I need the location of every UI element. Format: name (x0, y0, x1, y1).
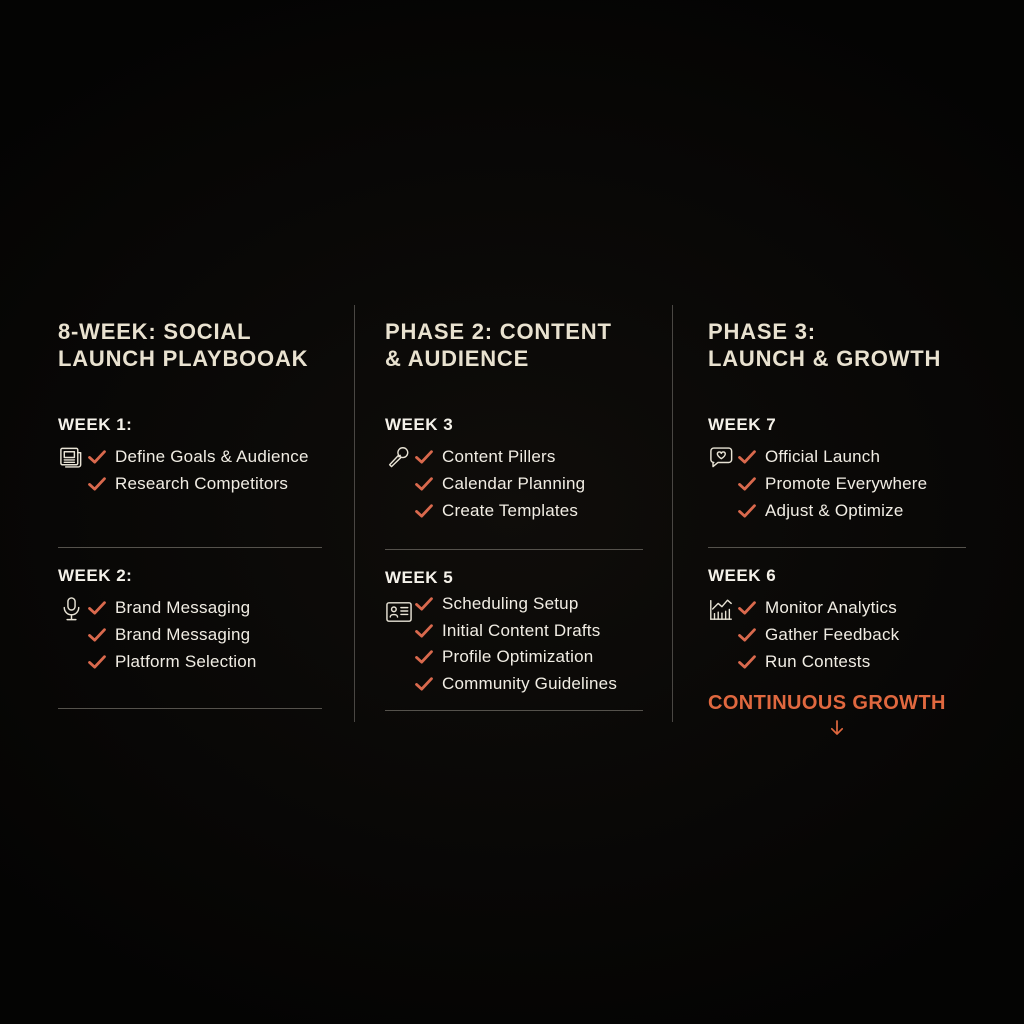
list-item (385, 443, 643, 470)
week-3-items (385, 443, 643, 524)
week-5-items (385, 591, 643, 697)
week-5-section (385, 567, 643, 697)
list-item (58, 648, 322, 675)
list-item (385, 644, 643, 671)
section-divider (58, 708, 322, 709)
checkmark-icon (738, 655, 756, 669)
list-item-label: Run Contests (765, 651, 871, 671)
week-7-heading: WEEK 7 (708, 415, 777, 434)
checkmark-icon (415, 650, 433, 664)
checkmark-icon (88, 601, 106, 615)
column-1-title (58, 318, 322, 372)
list-item-label: Community Guidelines (442, 673, 618, 693)
list-item-label: Brand Messaging (115, 624, 251, 644)
continuous-growth-callout (708, 691, 966, 743)
week-7-section (708, 414, 966, 524)
phase-column-1 (58, 318, 322, 709)
list-item (385, 618, 643, 645)
checkmark-icon (415, 450, 433, 464)
newspaper-icon (58, 444, 85, 474)
week-6-section (708, 565, 966, 675)
section-divider (385, 710, 643, 711)
list-item-label: Create Templates (442, 500, 579, 520)
column-divider-2 (672, 305, 673, 722)
list-item (385, 671, 643, 698)
list-item (708, 621, 966, 648)
column-divider-1 (354, 305, 355, 722)
week-1-section (58, 414, 322, 497)
checkmark-icon (88, 450, 106, 464)
list-item-label: Platform Selection (115, 651, 257, 671)
phase-column-2 (385, 318, 643, 711)
column-2-title-line-2: & AUDIENCE (385, 346, 530, 371)
week-3-section (385, 414, 643, 524)
checkmark-icon (738, 504, 756, 518)
list-item (58, 594, 322, 621)
list-item-label: Research Competitors (115, 473, 289, 493)
list-item (58, 443, 322, 470)
paintbrush-icon (385, 444, 412, 474)
column-1-title-line-2: LAUNCH PLAYBOOAK (58, 346, 309, 371)
week-2-heading: WEEK 2: (58, 566, 133, 585)
id-card-icon (385, 600, 412, 630)
column-1-title-line-1: 8-WEEK: SOCIAL (58, 319, 252, 344)
microphone-icon (58, 595, 85, 625)
checkmark-icon (738, 450, 756, 464)
list-item (385, 591, 643, 618)
continuous-growth-label: CONTINUOUS GROWTH (708, 692, 946, 714)
list-item-label: Scheduling Setup (442, 594, 579, 614)
list-item-label: Monitor Analytics (765, 597, 897, 617)
checkmark-icon (88, 628, 106, 642)
list-item-label: Gather Feedback (765, 624, 900, 644)
list-item (58, 470, 322, 497)
analytics-chart-icon (708, 595, 735, 625)
week-6-heading: WEEK 6 (708, 566, 777, 585)
column-2-title (385, 318, 643, 372)
list-item-label: Promote Everywhere (765, 473, 928, 493)
week-2-items (58, 594, 322, 675)
checkmark-icon (738, 628, 756, 642)
down-arrow-icon (746, 718, 928, 743)
list-item-label: Content Pillers (442, 446, 556, 466)
list-item-label: Initial Content Drafts (442, 620, 601, 640)
week-1-items (58, 443, 322, 497)
list-item-label: Calendar Planning (442, 473, 586, 493)
checkmark-icon (415, 624, 433, 638)
checkmark-icon (415, 504, 433, 518)
list-item (385, 470, 643, 497)
column-2-title-line-1: PHASE 2: CONTENT (385, 319, 612, 344)
checkmark-icon (88, 477, 106, 491)
list-item-label: Official Launch (765, 446, 881, 466)
week-3-heading: WEEK 3 (385, 415, 454, 434)
heart-comment-icon (708, 444, 735, 474)
checkmark-icon (415, 477, 433, 491)
column-3-title (708, 318, 966, 372)
list-item (58, 621, 322, 648)
list-item (385, 497, 643, 524)
week-2-section (58, 565, 322, 675)
section-divider (708, 547, 966, 548)
list-item (708, 594, 966, 621)
section-divider (58, 547, 322, 548)
checkmark-icon (88, 655, 106, 669)
column-3-title-line-1: PHASE 3: (708, 319, 816, 344)
week-1-heading: WEEK 1: (58, 415, 133, 434)
list-item-label: Brand Messaging (115, 597, 251, 617)
list-item-label: Profile Optimization (442, 647, 594, 667)
checkmark-icon (415, 677, 433, 691)
list-item-label: Define Goals & Audience (115, 446, 309, 466)
list-item (708, 497, 966, 524)
list-item (708, 470, 966, 497)
checkmark-icon (738, 601, 756, 615)
week-7-items (708, 443, 966, 524)
column-3-title-line-2: LAUNCH & GROWTH (708, 346, 942, 371)
list-item (708, 648, 966, 675)
checkmark-icon (415, 597, 433, 611)
list-item-label: Adjust & Optimize (765, 500, 904, 520)
week-6-items (708, 594, 966, 675)
checkmark-icon (738, 477, 756, 491)
phase-column-3 (708, 318, 966, 743)
week-5-heading: WEEK 5 (385, 568, 454, 587)
section-divider (385, 549, 643, 550)
list-item (708, 443, 966, 470)
